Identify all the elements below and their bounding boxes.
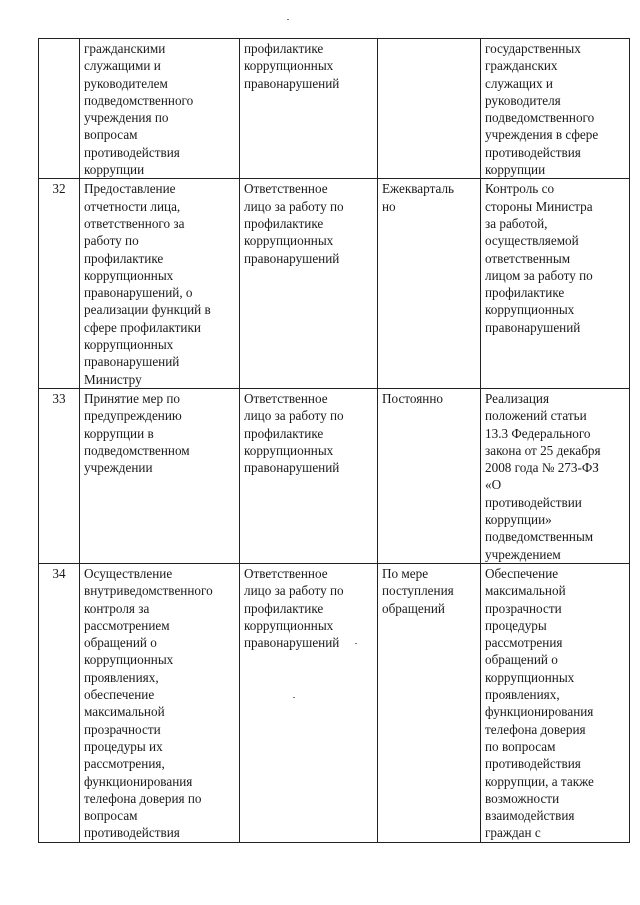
result-text: Реализация положений статьи 13.3 Федерального закона от 25 декабря 2008 года № 273-ФЗ «О противодействии коррупции» подведомственным учреждением — [485, 390, 601, 562]
deadline-cell — [378, 563, 481, 842]
responsible-text: Ответственное лицо за работу по профилактике коррупционных правонарушений — [244, 390, 344, 476]
result-text: государственных гражданских служащих и руководителя подведомственного учреждения в сфере противодействия коррупции — [485, 41, 599, 178]
responsible-text: Ответственное лицо за работу по профилактике коррупционных правонарушений — [244, 565, 344, 651]
action-cell — [80, 563, 240, 842]
deadline-cell — [378, 388, 481, 563]
action-cell — [80, 179, 240, 389]
scan-speck — [287, 19, 289, 20]
responsible-text: Ответственное лицо за работу по профилактике коррупционных правонарушений — [244, 181, 344, 266]
deadline-text: По мере поступления обращений — [382, 565, 454, 616]
action-cell — [80, 39, 240, 179]
table-row — [39, 388, 630, 563]
responsible-cell — [240, 39, 378, 179]
deadline-cell — [378, 39, 481, 179]
responsible-text: профилактике коррупционных правонарушений — [244, 41, 340, 91]
deadline-text: Ежекварталь но — [382, 181, 455, 214]
responsible-cell — [240, 179, 378, 389]
row-number: 33 — [39, 388, 80, 563]
action-text: гражданскими служащими и руководителем подведомственного учреждения по вопросам противодействия коррупции — [84, 41, 194, 178]
action-text: Осуществление внутриведомственного контроля за рассмотрением обращений о коррупционных проявлениях, обеспечение максимальной прозрачности процедуры их рассмотрения, функционирования телефона доверия по вопросам противодействия — [84, 565, 213, 841]
action-cell — [80, 388, 240, 563]
result-cell — [481, 563, 630, 842]
table-row — [39, 179, 630, 389]
anticorruption-plan-table — [38, 38, 630, 843]
deadline-cell — [378, 179, 481, 389]
result-cell — [481, 388, 630, 563]
responsible-cell — [240, 563, 378, 842]
result-text: Контроль со стороны Министра за работой, осуществляемой ответственным лицом за работу по профилактике коррупционных правонарушений — [485, 181, 593, 335]
deadline-text: Постоянно — [382, 390, 444, 406]
result-cell — [481, 39, 630, 179]
action-text: Принятие мер по предупреждению коррупции в подведомственном учреждении — [84, 390, 190, 476]
action-text: Предоставление отчетности лица, ответственного за работу по профилактике коррупционных правонарушений, о реализации функций в сфере профилактики коррупционных правонарушений Министру — [84, 181, 211, 387]
row-number: 32 — [39, 179, 80, 389]
row-number — [39, 39, 80, 179]
table-row — [39, 39, 630, 179]
table-row — [39, 563, 630, 842]
row-number: 34 — [39, 563, 80, 842]
result-text: Обеспечение максимальной прозрачности процедуры рассмотрения обращений о коррупционных проявлениях, функционирования телефона доверия по вопросам противодействия коррупции, а также возможности взаимодействия граждан с — [485, 565, 594, 841]
result-cell — [481, 179, 630, 389]
responsible-cell — [240, 388, 378, 563]
